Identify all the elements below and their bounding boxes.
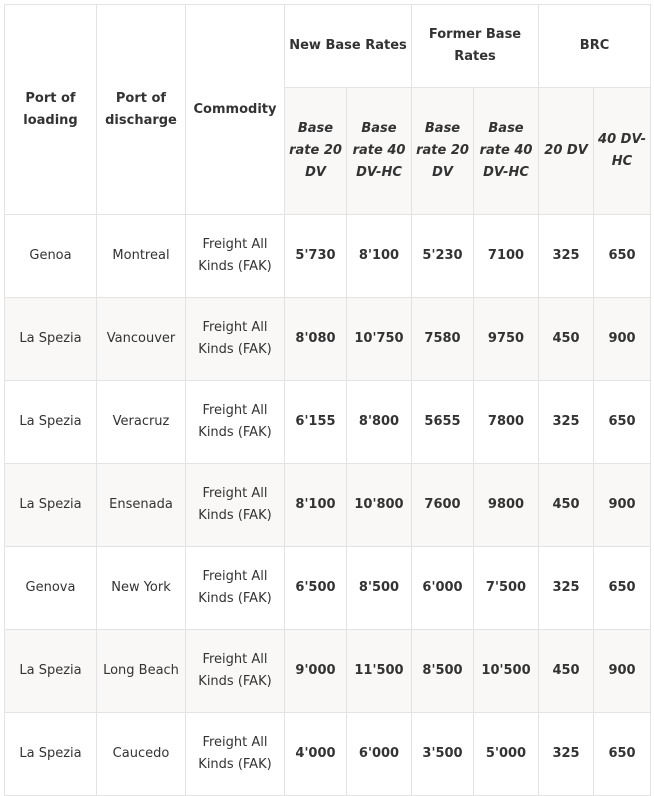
- cell-old-20: 8'500: [412, 630, 474, 713]
- header-former-base-40: Base rate 40 DV-HC: [474, 88, 539, 215]
- cell-brc-40: 900: [594, 464, 651, 547]
- cell-brc-40: 900: [594, 630, 651, 713]
- cell-pol: Genoa: [5, 215, 97, 298]
- header-new-base-40: Base rate 40 DV-HC: [347, 88, 412, 215]
- cell-new-40: 11'500: [347, 630, 412, 713]
- rates-table: [4, 4, 651, 796]
- cell-pol: La Spezia: [5, 298, 97, 381]
- cell-pol: La Spezia: [5, 381, 97, 464]
- cell-brc-20: 450: [539, 464, 594, 547]
- cell-old-40: 9800: [474, 464, 539, 547]
- header-port-of-discharge: Port of discharge: [97, 5, 186, 215]
- cell-brc-40: 900: [594, 298, 651, 381]
- cell-old-20: 3'500: [412, 713, 474, 796]
- cell-pol: La Spezia: [5, 464, 97, 547]
- cell-pol: Genova: [5, 547, 97, 630]
- table-header: [5, 5, 651, 215]
- cell-pod: Ensenada: [97, 464, 186, 547]
- table-row: [5, 713, 651, 796]
- cell-brc-40: 650: [594, 547, 651, 630]
- cell-commodity: Freight All Kinds (FAK): [186, 630, 285, 713]
- cell-old-40: 9750: [474, 298, 539, 381]
- cell-brc-20: 325: [539, 381, 594, 464]
- cell-old-40: 7'500: [474, 547, 539, 630]
- cell-commodity: Freight All Kinds (FAK): [186, 298, 285, 381]
- header-new-base-20: Base rate 20 DV: [285, 88, 347, 215]
- cell-brc-40: 650: [594, 713, 651, 796]
- table-row: [5, 630, 651, 713]
- cell-old-40: 10'500: [474, 630, 539, 713]
- cell-new-40: 10'800: [347, 464, 412, 547]
- cell-old-40: 7800: [474, 381, 539, 464]
- header-commodity: Commodity: [186, 5, 285, 215]
- header-port-of-loading: Port of loading: [5, 5, 97, 215]
- cell-old-20: 5'230: [412, 215, 474, 298]
- cell-brc-20: 450: [539, 298, 594, 381]
- cell-pol: La Spezia: [5, 713, 97, 796]
- header-brc: BRC: [539, 5, 651, 88]
- cell-old-40: 5'000: [474, 713, 539, 796]
- cell-new-20: 5'730: [285, 215, 347, 298]
- cell-new-40: 6'000: [347, 713, 412, 796]
- cell-new-40: 10'750: [347, 298, 412, 381]
- header-former-base-rates: Former Base Rates: [412, 5, 539, 88]
- cell-pod: Montreal: [97, 215, 186, 298]
- cell-pod: Veracruz: [97, 381, 186, 464]
- header-former-base-20: Base rate 20 DV: [412, 88, 474, 215]
- cell-commodity: Freight All Kinds (FAK): [186, 713, 285, 796]
- cell-old-20: 6'000: [412, 547, 474, 630]
- cell-commodity: Freight All Kinds (FAK): [186, 464, 285, 547]
- table-row: [5, 381, 651, 464]
- cell-old-20: 7600: [412, 464, 474, 547]
- cell-old-20: 5655: [412, 381, 474, 464]
- cell-brc-20: 450: [539, 630, 594, 713]
- cell-pod: Long Beach: [97, 630, 186, 713]
- header-brc-40: 40 DV-HC: [594, 88, 651, 215]
- cell-new-20: 8'080: [285, 298, 347, 381]
- cell-brc-20: 325: [539, 215, 594, 298]
- table-body: [5, 215, 651, 796]
- cell-commodity: Freight All Kinds (FAK): [186, 381, 285, 464]
- cell-new-20: 9'000: [285, 630, 347, 713]
- table-row: [5, 298, 651, 381]
- cell-old-20: 7580: [412, 298, 474, 381]
- cell-pod: New York: [97, 547, 186, 630]
- table-row: [5, 215, 651, 298]
- cell-new-20: 6'500: [285, 547, 347, 630]
- header-new-base-rates: New Base Rates: [285, 5, 412, 88]
- table-row: [5, 547, 651, 630]
- header-brc-20: 20 DV: [539, 88, 594, 215]
- cell-new-40: 8'100: [347, 215, 412, 298]
- cell-new-40: 8'500: [347, 547, 412, 630]
- table-row: [5, 464, 651, 547]
- cell-brc-20: 325: [539, 713, 594, 796]
- cell-brc-40: 650: [594, 381, 651, 464]
- cell-pod: Vancouver: [97, 298, 186, 381]
- cell-brc-20: 325: [539, 547, 594, 630]
- cell-new-40: 8'800: [347, 381, 412, 464]
- cell-old-40: 7100: [474, 215, 539, 298]
- cell-pod: Caucedo: [97, 713, 186, 796]
- cell-pol: La Spezia: [5, 630, 97, 713]
- cell-brc-40: 650: [594, 215, 651, 298]
- cell-commodity: Freight All Kinds (FAK): [186, 547, 285, 630]
- cell-new-20: 8'100: [285, 464, 347, 547]
- cell-new-20: 6'155: [285, 381, 347, 464]
- cell-commodity: Freight All Kinds (FAK): [186, 215, 285, 298]
- cell-new-20: 4'000: [285, 713, 347, 796]
